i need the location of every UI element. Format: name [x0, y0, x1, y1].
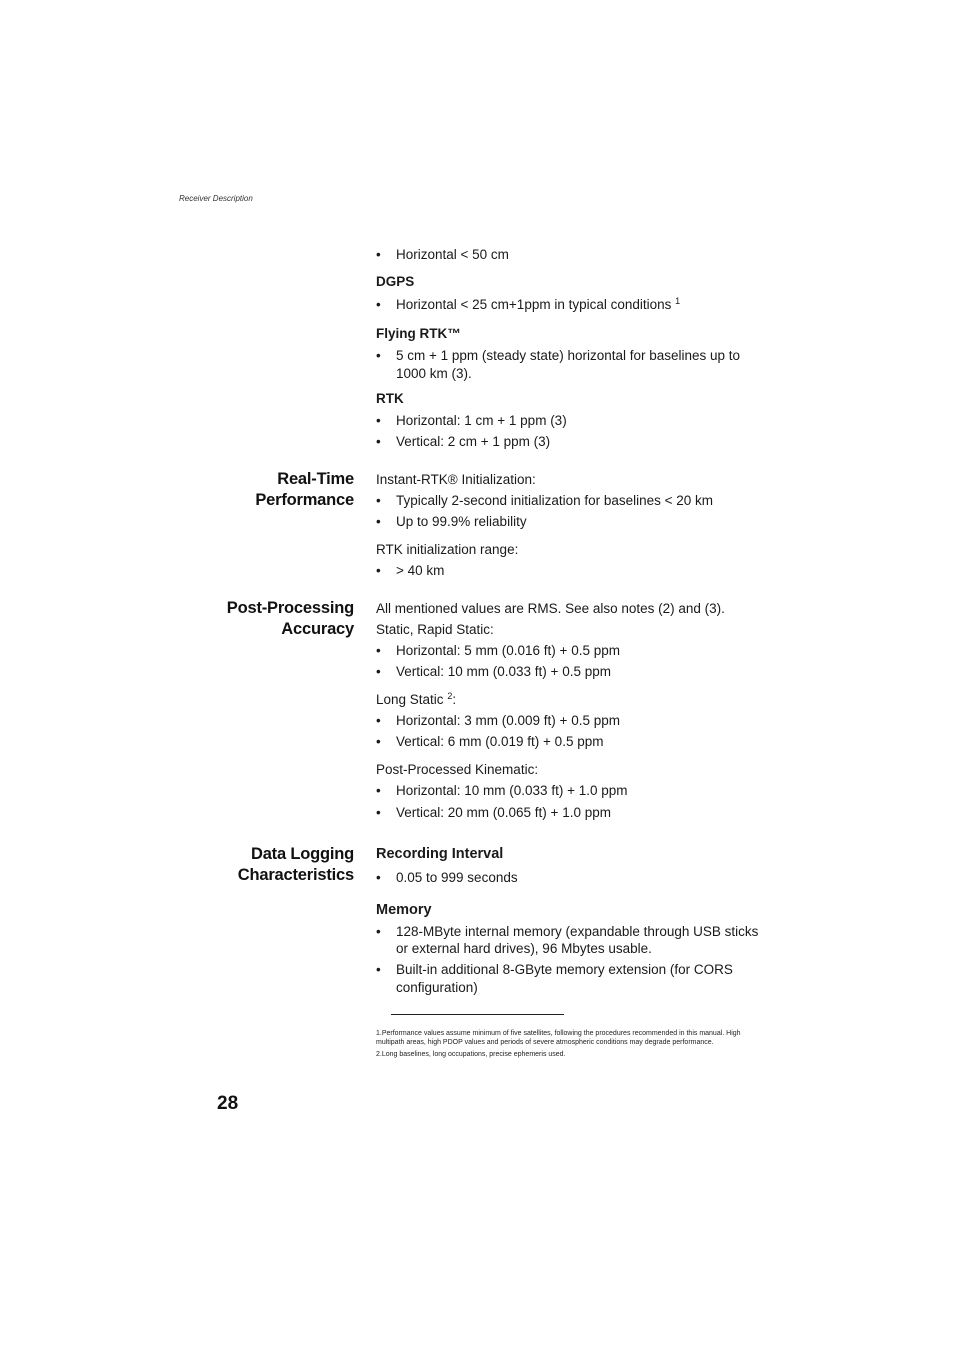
running-header: Receiver Description — [179, 194, 253, 203]
list-item: • 5 cm + 1 ppm (steady state) horizontal for baselines up to 1000 km (3). — [376, 347, 766, 382]
list-item: • Typically 2-second initialization for baselines < 20 km — [376, 492, 766, 510]
accuracy-continued — [376, 246, 766, 264]
list-item: • 0.05 to 999 seconds — [376, 869, 766, 887]
list-item: • Horizontal: 5 mm (0.016 ft) + 0.5 ppm — [376, 642, 766, 660]
rtk-block — [376, 391, 766, 451]
static-label: Static, Rapid Static: — [376, 622, 494, 637]
list-item: • Vertical: 6 mm (0.019 ft) + 0.5 ppm — [376, 733, 766, 751]
post-processing-intro: All mentioned values are RMS. See also notes (2) and (3). — [376, 601, 725, 616]
list-item: • Horizontal: 10 mm (0.033 ft) + 1.0 ppm — [376, 782, 766, 800]
data-logging-block — [376, 846, 766, 996]
list-item: • Horizontal < 50 cm — [376, 246, 766, 264]
footnote-ref: 1 — [675, 296, 681, 306]
list-item: • Vertical: 2 cm + 1 ppm (3) — [376, 433, 766, 451]
recording-interval-title: Recording Interval — [376, 846, 504, 862]
footnotes — [376, 1029, 761, 1063]
section-heading-post-processing: Post-Processing Accuracy — [226, 599, 354, 638]
list-item: • Vertical: 10 mm (0.033 ft) + 0.5 ppm — [376, 663, 766, 681]
footnote-divider — [391, 1014, 564, 1015]
flying-rtk-block — [376, 326, 766, 382]
section-heading-data-logging: Data Logging Characteristics — [237, 845, 354, 884]
footnote-ref: 2 — [447, 691, 453, 701]
long-static-label: Long Static $^2$: — [376, 691, 457, 707]
kinematic-label: Post-Processed Kinematic: — [376, 761, 539, 777]
rtk-range-label: RTK initialization range: — [376, 541, 519, 557]
rtk-title: RTK — [376, 391, 404, 406]
list-item: • Horizontal < 25 cm+1ppm in typical conditions $^1$ — [376, 296, 766, 314]
list-item: • Built-in additional 8-GByte memory extension (for CORS configuration) — [376, 961, 766, 996]
list-item: • Vertical: 20 mm (0.065 ft) + 1.0 ppm — [376, 804, 766, 822]
list-item: • > 40 km — [376, 562, 766, 580]
flying-rtk-title: Flying RTK™ — [376, 326, 461, 341]
memory-title: Memory — [376, 901, 432, 918]
footnote-1: 1.Performance values assume minimum of five satellites, following the procedures recommended in this manual. High multipath areas, high PDOP values and periods of severe atmospheric conditions may degrade performance. — [376, 1030, 741, 1047]
real-time-block — [376, 471, 766, 579]
post-processing-block — [376, 600, 766, 822]
list-item: • 128-MByte internal memory (expandable through USB sticks or external hard drives), 96 Mbytes usable. — [376, 923, 766, 958]
section-heading-real-time: Real-Time Performance — [255, 470, 354, 509]
page-number: 28 — [217, 1093, 239, 1114]
list-item: • Horizontal: 1 cm + 1 ppm (3) — [376, 412, 766, 430]
list-item: • Horizontal: 3 mm (0.009 ft) + 0.5 ppm — [376, 712, 766, 730]
list-item: • Up to 99.9% reliability — [376, 513, 766, 531]
dgps-title: DGPS — [376, 274, 415, 289]
dgps-block — [376, 274, 766, 314]
footnote-2: 2.Long baselines, long occupations, precise ephemeris used. — [376, 1051, 566, 1059]
real-time-intro: Instant-RTK® Initialization: — [376, 472, 536, 487]
